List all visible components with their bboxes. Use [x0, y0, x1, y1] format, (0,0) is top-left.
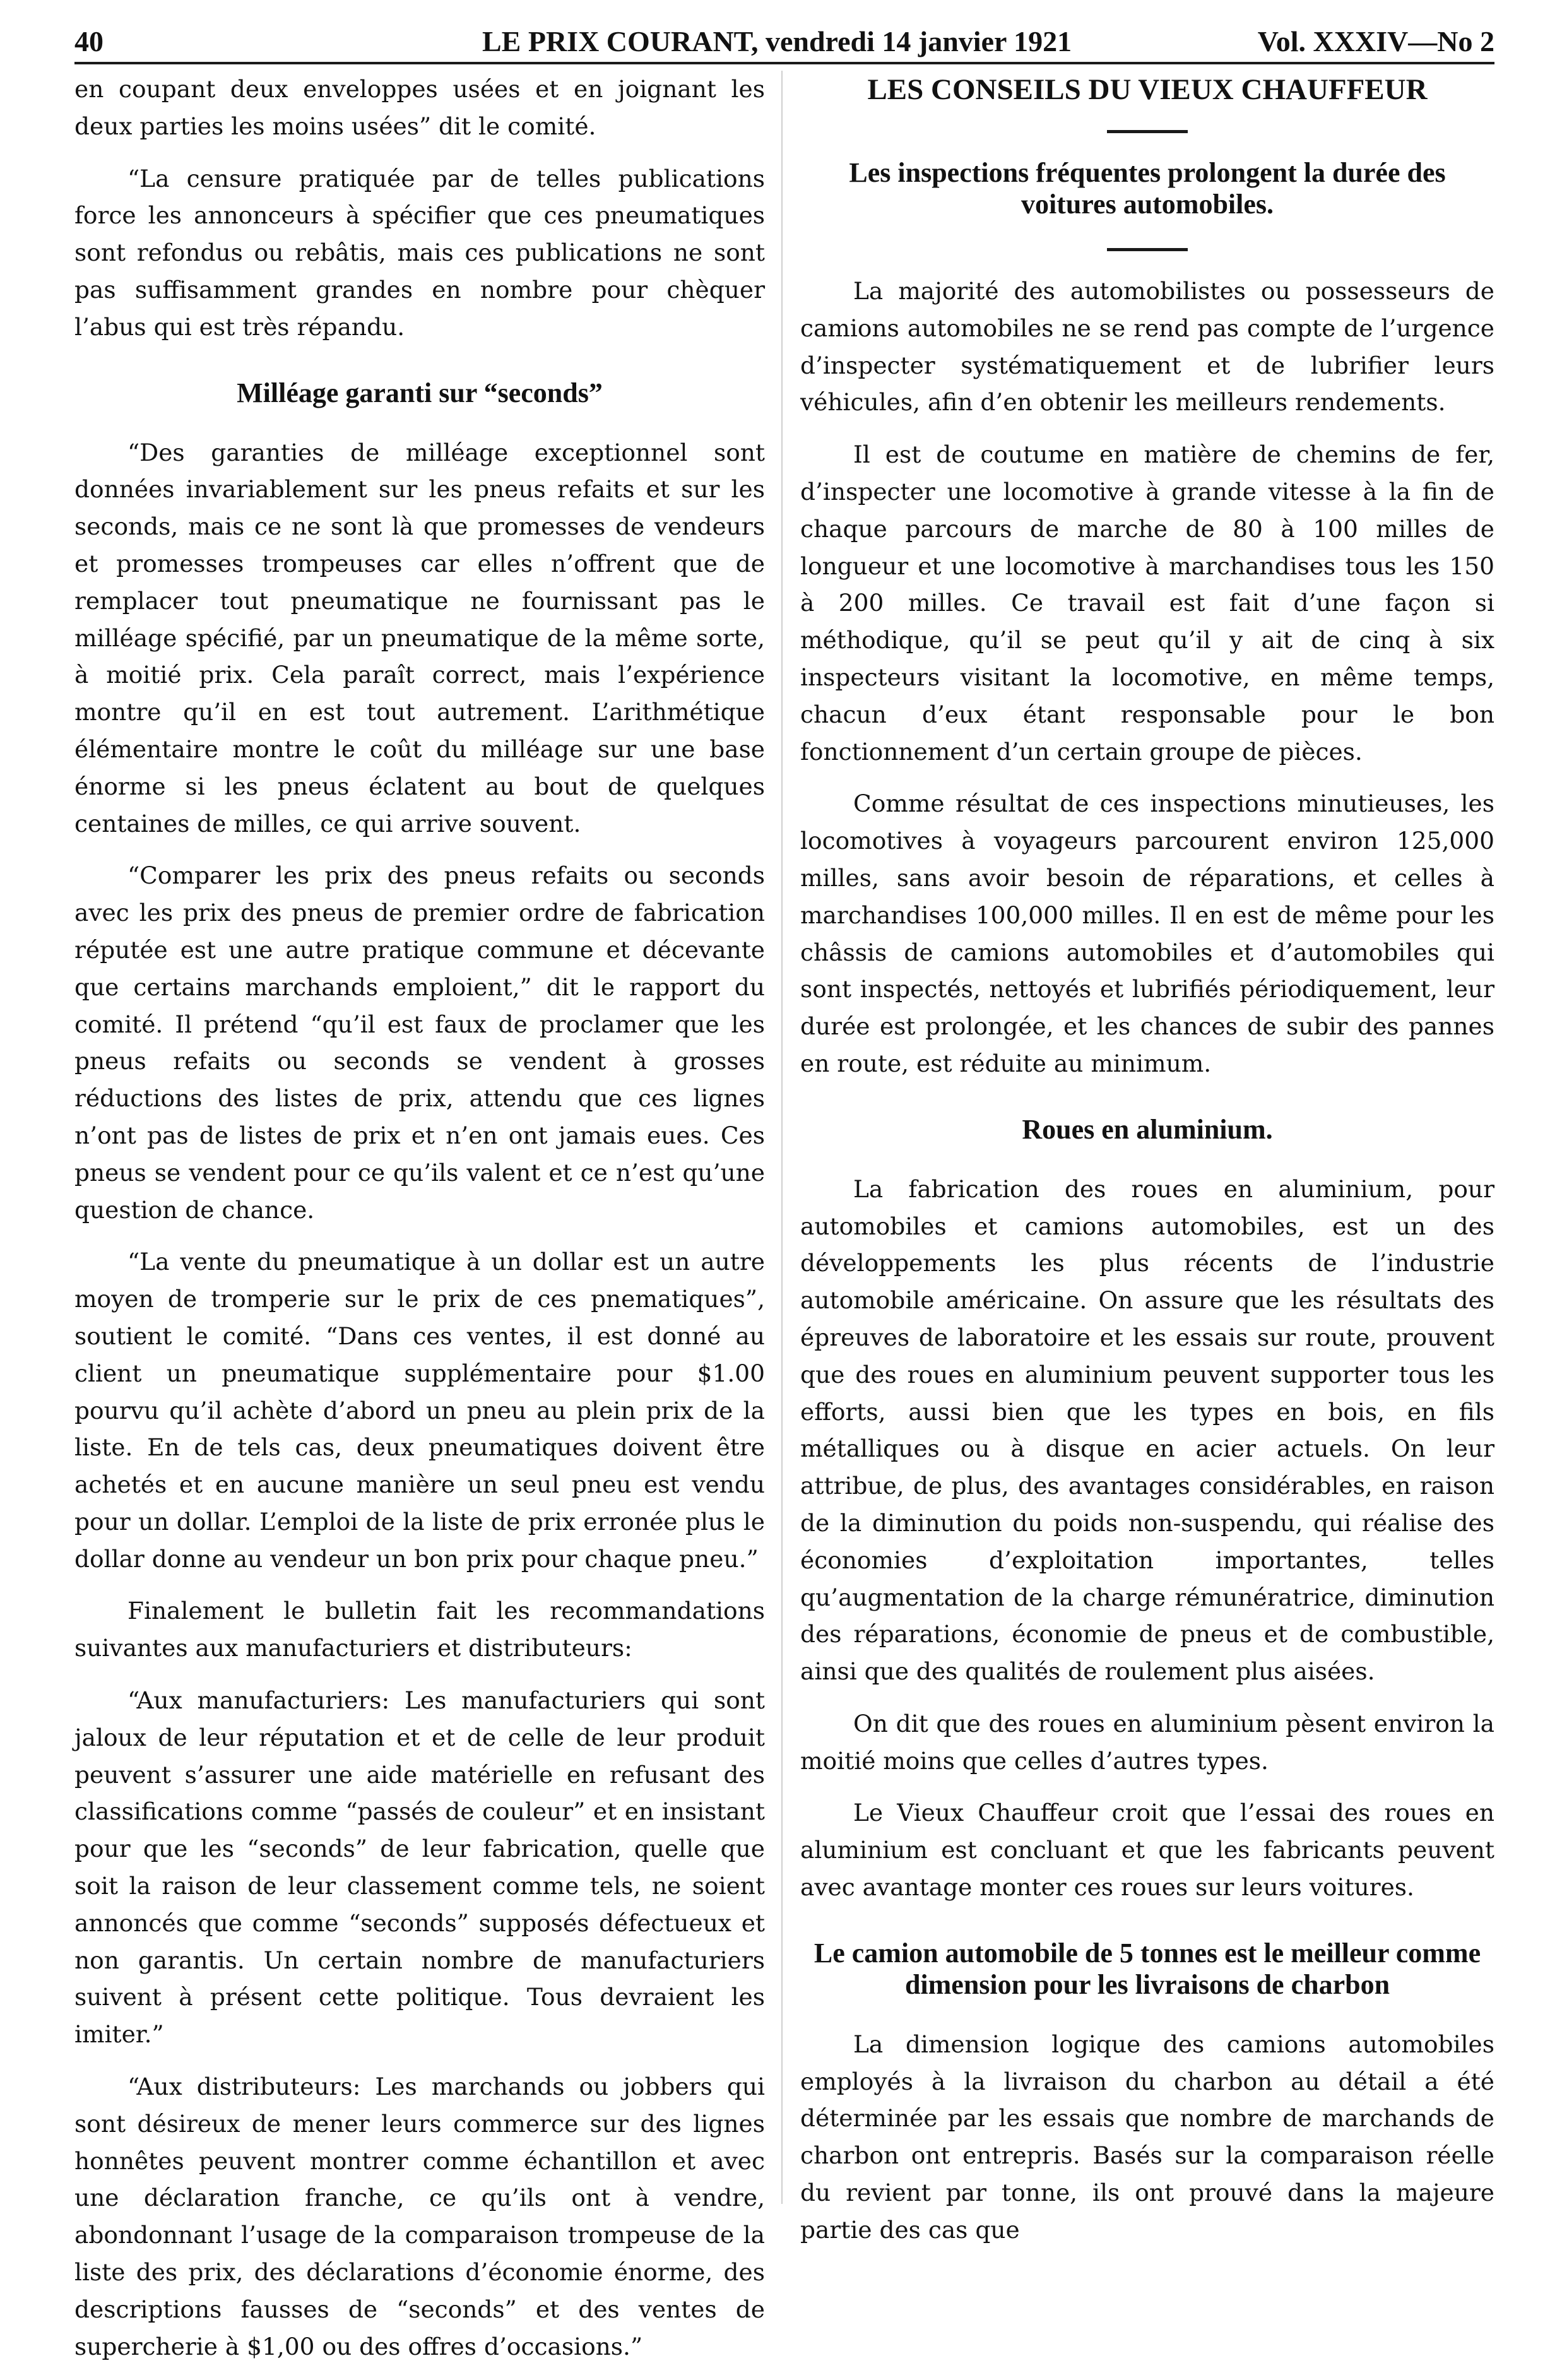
page-number: 40 [74, 25, 104, 57]
article-paragraph: “La censure pratiquée par de telles publications force les annonceurs à spécifier que ces pneumatiques sont refondus ou rebâtis, mais ces publications ne sont pas suffisamment grandes en nombre pour chèquer l’abus qui est très répandu. [74, 164, 765, 341]
article-paragraph: “Aux manufacturiers: Les manufacturiers qui sont jaloux de leur réputation et et de celle de leur produit peuvent s’assurer une aide matérielle en refusant des classifications comme “passés de couleur” et en insistant pour que les “seconds” de leur fabrication, quelle que soit la raison de leur classement comme tels, ne soient annoncés que comme “seconds” supposés défectueux et non garantis. Un certain nombre de manufacturiers suivent à présent cette politique. Tous devraient les imiter.” [74, 1686, 765, 2049]
column-divider [781, 71, 783, 2204]
page-header [74, 21, 1494, 62]
article-paragraph: Comme résultat de ces inspections minutieuses, les locomotives à voyageurs parcourent environ 125,000 milles, sans avoir besoin de réparations, et celles à marchandises 100,000 milles. Il en est de même pour les châssis de camions automobiles et d’automobiles qui sont inspectés, nettoyés et lubrifiés périodiquement, leur durée est prolongée, et les chances de subir des pannes en route, est réduite au minimum. [800, 790, 1494, 1077]
article-paragraph: La dimension logique des camions automobiles employés à la livraison du charbon au détail a été déterminée par les essais que nombre de marchands de charbon ont entrepris. Basés sur la comparaison réelle du revient par tonne, ils ont prouvé dans la majeure partie des cas que [800, 2030, 1494, 2244]
header-rule [74, 62, 1494, 64]
right-column [800, 71, 1494, 2264]
subheading-aluminium: Roues en aluminium. [1022, 1113, 1273, 1145]
article-paragraph: Finalement le bulletin fait les recommandations suivantes aux manufacturiers et distributeurs: [74, 1597, 765, 1662]
masthead: LE PRIX COURANT, vendredi 14 janvier 1921 [482, 25, 1072, 57]
left-column [74, 71, 765, 2380]
article-paragraph: “Aux distributeurs: Les marchands ou jobbers qui sont désireux de mener leurs commerce sur des lignes honnêtes peuvent montrer comme échantillon et avec une déclaration franche, ce qu’ils ont à vendre, abondonnant l’usage de la comparaison trompeuse de la liste des prix, des déclarations d’économie énorme, des descriptions fausses de “seconds” et des ventes de supercherie à $1,00 ou des offres d’occasions.” [74, 2073, 765, 2360]
article-paragraph: La fabrication des roues en aluminium, pour automobiles et camions automobiles, est un des développements les plus récents de l’industrie automobile américaine. On assure que les résultats des épreuves de laboratoire et les essais sur route, prouvent que des roues en aluminium peuvent supporter tous les efforts, aussi bien que les types en bois, en fils métalliques ou à disque en acier actuels. On leur attribue, de plus, des avantages considérables, en raison de la diminution du poids non-suspendu, qui réalise des économies d’exploitation importantes, telles qu’augmentation de la charge rémunératrice, diminution des réparations, économie de pneus et de combustible, ainsi que des qualités de roulement plus aisées. [800, 1175, 1494, 1686]
subheading-milleage: Milléage garanti sur “seconds” [237, 377, 603, 408]
article-paragraph: Le Vieux Chauffeur croit que l’essai des roues en aluminium est concluant et que les fabricants peuvent avec avantage monter ces roues sur leurs voitures. [800, 1799, 1494, 1902]
volume-number: Vol. XXXIV—No 2 [1257, 25, 1494, 57]
section-rule [1107, 248, 1188, 251]
article-paragraph: “Des garanties de milléage exceptionnel sont données invariablement sur les pneus refaits et sur les seconds, mais ce ne sont là que promesses de vendeurs et promesses trompeuses car elles n’offrent que de remplacer tout pneumatique ne fournissant pas le milléage spécifié, par un pneumatique de la même sorte, à moitié prix. Cela paraît correct, mais l’expérience montre qu’il en est tout autrement. L’arithmétique élémentaire montre le coût du milléage sur une base énorme si les pneus éclatent au bout de quelques centaines de milles, ce qui arrive souvent. [74, 438, 765, 838]
article-paragraph: La majorité des automobilistes ou possesseurs de camions automobiles ne se rend pas compte de l’urgence d’inspecter systématiquement et de lubrifier leurs véhicules, afin d’en obtenir les meilleurs rendements. [800, 277, 1494, 417]
subheading-inspections: Les inspections fréquentes prolongent la durée des voitures automobiles. [849, 157, 1446, 220]
section-title: LES CONSEILS DU VIEUX CHAUFFEUR [867, 73, 1428, 106]
article-paragraph: en coupant deux enveloppes usées et en joignant les deux parties les moins usées” dit le comité. [74, 75, 765, 140]
article-paragraph: Il est de coutume en matière de chemins de fer, d’inspecter une locomotive à grande vitesse à la fin de chaque parcours de marche de 80 à 100 milles de longueur et une locomotive à marchandises tous les 150 à 200 milles. Ce travail est fait d’une façon si méthodique, qu’il se peut qu’il y ait de cinq à six inspecteurs visitant la locomotive, en même temps, chacun d’eux étant responsable pour le bon fonctionnement d’un certain groupe de pièces. [800, 441, 1494, 766]
subheading-camion: Le camion automobile de 5 tonnes est le meilleur comme dimension pour les livraisons de charbon [814, 1937, 1481, 2000]
article-paragraph: On dit que des roues en aluminium pèsent environ la moitié moins que celles d’autres types. [800, 1709, 1494, 1775]
article-paragraph: “Comparer les prix des pneus refaits ou seconds avec les prix des pneus de premier ordre de fabrication réputée est une autre pratique commune et décevante que certains marchands emploient,” dit le rapport du comité. Il prétend “qu’il est faux de proclamer que les pneus refaits ou seconds se vendent à grosses réductions des listes de prix, attendu que ces lignes n’ont pas de listes de prix et n’en ont jamais eues. Ces pneus se vendent pour ce qu’ils valent et ce n’est qu’une question de chance. [74, 861, 765, 1224]
section-rule [1107, 130, 1188, 133]
article-paragraph: “La vente du pneumatique à un dollar est un autre moyen de tromperie sur le prix de ces pnematiques”, soutient le comité. “Dans ces ventes, il est donné au client un pneumatique supplémentaire pour $1.00 pourvu qu’il achète d’abord un pneu au plein prix de la liste. En de tels cas, deux pneumatiques doivent être achetés et en aucune manière un seul pneu est vendu pour un dollar. L’emploi de la liste de prix erronée plus le dollar donne au vendeur un bon prix pour chaque pneu.” [74, 1248, 765, 1573]
